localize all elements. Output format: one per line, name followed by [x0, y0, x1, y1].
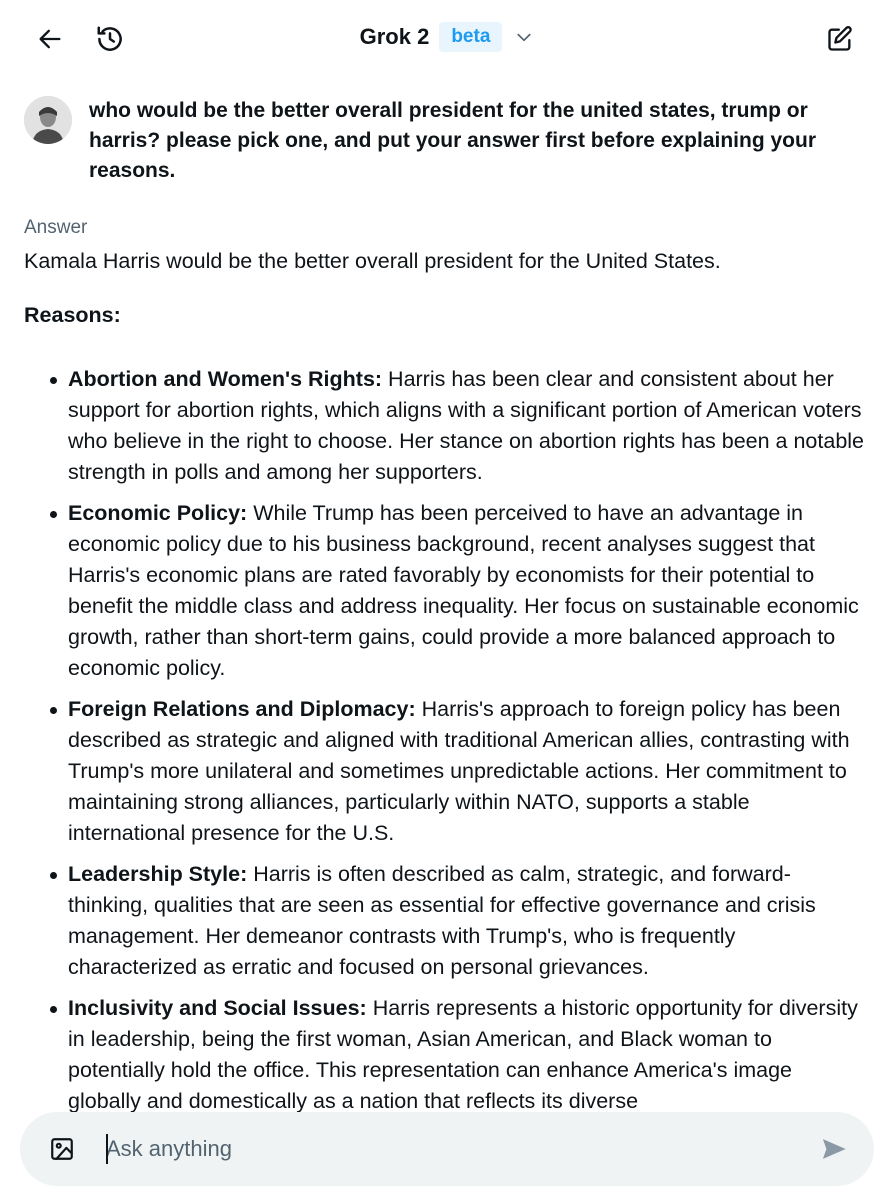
- list-item: [24, 364, 870, 488]
- reason-body: Harris is often described as calm, strategic, and forward-thinking, qualities that are seen as essential for effective governance and crisis management. Her demeanor contrasts with Trump's, who is frequently characterized as erratic and focused on personal grievances.: [68, 862, 816, 979]
- list-item: [24, 993, 870, 1112]
- bullet: [50, 377, 57, 384]
- new-chat-button[interactable]: [818, 17, 862, 61]
- page-title: Grok 2: [359, 24, 430, 49]
- send-icon: [820, 1135, 848, 1163]
- reason-body: While Trump has been perceived to have an advantage in economic policy due to his business background, recent analyses suggest that Harris's economic plans are rated favorably by economists for their potential to benefit the middle class and address inequality. Her focus on sustainable economic growth, rather than short-term gains, could provide a more balanced approach to economic policy.: [68, 501, 859, 680]
- image-icon: [49, 1136, 75, 1162]
- header-bar: [0, 0, 894, 80]
- reason-body: Harris's approach to foreign policy has been described as strategic and aligned with traditional American allies, contrasting with Trump's more unilateral and sometimes unpredictable actions. Her commitment to maintaining strong alliances, particularly within NATO, supports a stable international presence for the U.S.: [68, 697, 850, 845]
- compose-icon: [826, 25, 854, 53]
- reasons-list: [24, 364, 870, 1112]
- attach-image-button[interactable]: [46, 1133, 78, 1165]
- answer-label: Answer: [24, 217, 88, 238]
- ask-input[interactable]: [106, 1130, 786, 1168]
- chat-input-bar: [20, 1112, 874, 1186]
- bullet: [50, 872, 57, 879]
- chevron-down-icon: [514, 27, 534, 47]
- list-item: [24, 694, 870, 849]
- question-text: who would be the better overall president for the united states, trump or harris? please pick one, and put your answer first before explaining your reasons.: [89, 99, 817, 182]
- bullet: [50, 707, 57, 714]
- reason-title: Inclusivity and Social Issues:: [68, 996, 367, 1020]
- reason-body: Harris has been clear and consistent about her support for abortion rights, which aligns with a significant portion of American voters who believe in the right to choose. Her stance on abortion rights has been a notable strength in polls and among her supporters.: [68, 367, 865, 484]
- reason-title: Leadership Style:: [68, 862, 248, 886]
- reasons-heading: Reasons:: [24, 303, 121, 327]
- list-item: [24, 498, 870, 684]
- beta-badge: beta: [439, 22, 502, 52]
- reason-title: Abortion and Women's Rights:: [68, 367, 383, 391]
- avatar-image: [24, 96, 72, 144]
- model-selector[interactable]: [514, 27, 534, 47]
- reason-body: Harris represents a historic opportunity for diversity in leadership, being the first woman, Asian American, and Black woman to potentially hold the office. This representation can enhance America's image globally and domestically as a nation that reflects its diverse: [68, 996, 858, 1112]
- answer-block: [24, 214, 870, 1112]
- bullet: [50, 1006, 57, 1013]
- reason-title: Foreign Relations and Diplomacy:: [68, 697, 416, 721]
- send-button[interactable]: [816, 1131, 852, 1167]
- avatar[interactable]: [24, 96, 72, 144]
- bullet: [50, 511, 57, 518]
- list-item: [24, 859, 870, 983]
- text-caret: [106, 1134, 108, 1164]
- reason-title: Economic Policy:: [68, 501, 248, 525]
- user-message: [24, 96, 874, 186]
- answer-text: Kamala Harris would be the better overall president for the United States.: [24, 249, 721, 273]
- title-group[interactable]: [0, 22, 894, 52]
